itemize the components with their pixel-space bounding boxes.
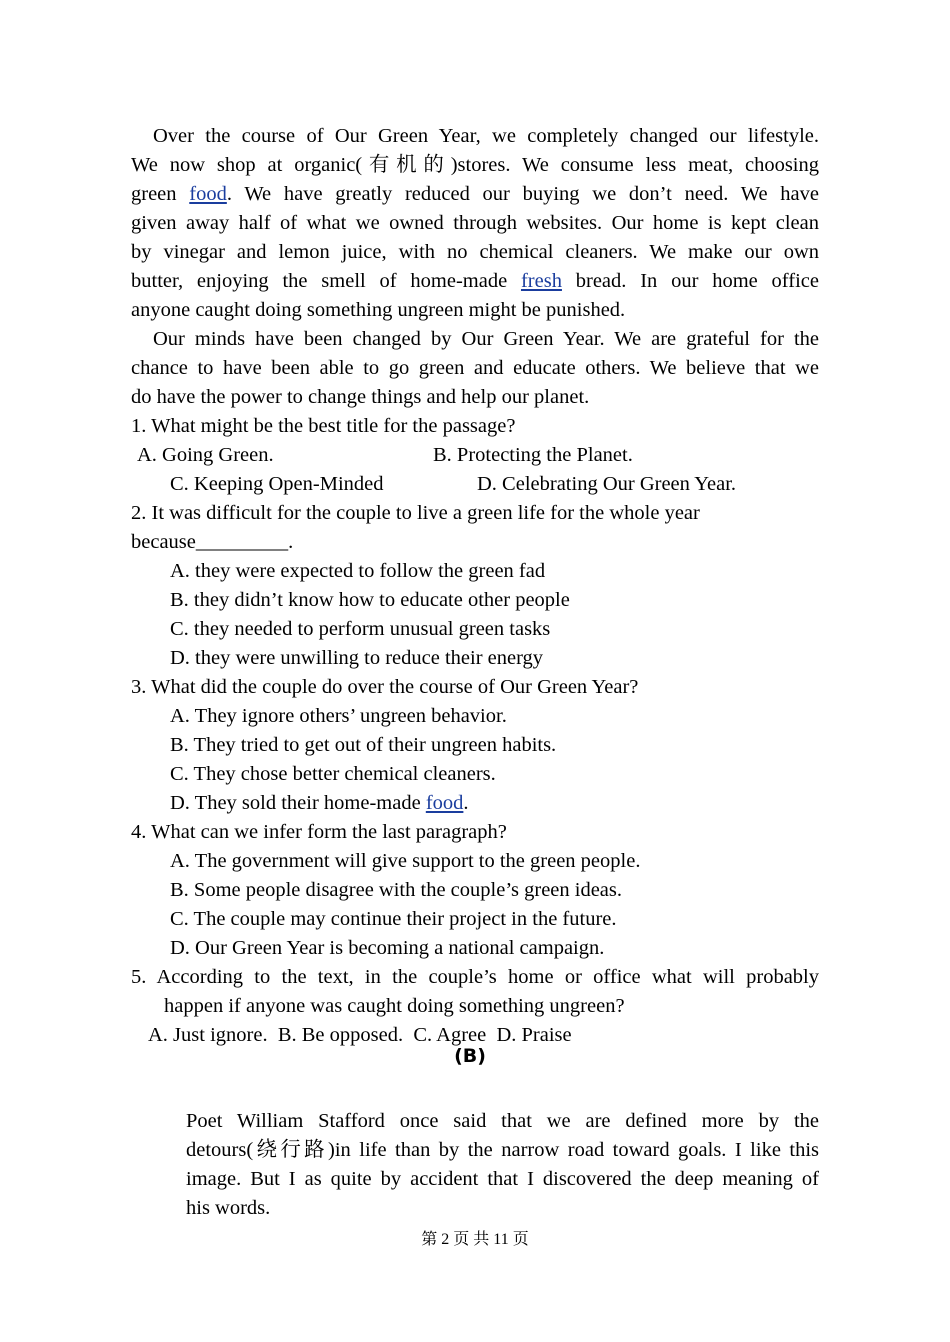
food-link-2[interactable]: food	[425, 792, 464, 814]
q3-stem: 3. What did the couple do over the course of Our Green Year?	[131, 676, 639, 698]
para2-line3: do have the power to change things and help our planet.	[131, 386, 590, 408]
q5-options: A. Just ignore. B. Be opposed. C. Agree D. Praise	[148, 1024, 572, 1046]
q3-option-b: B. They tried to get out of their ungreen habits.	[170, 734, 557, 756]
para1-line3-pre: green	[131, 183, 190, 205]
q2-stem-line1: 2. It was difficult for the couple to live a green life for the whole year	[131, 502, 700, 524]
q2-option-d: D. they were unwilling to reduce their energy	[170, 647, 544, 669]
q1-option-b: B. Protecting the Planet.	[433, 444, 633, 466]
para1-line3	[131, 180, 819, 209]
section-b-heading: (B)	[454, 1045, 486, 1067]
q1-option-a: A. Going Green.	[137, 444, 274, 466]
q5-stem-line1: 5. According to the text, in the couple’s home or office what will probably	[131, 966, 819, 988]
fresh-link[interactable]: fresh	[520, 270, 562, 292]
q1-option-c: C. Keeping Open-Minded	[170, 473, 384, 495]
para1-line1: Over the course of Our Green Year, we completely changed our lifestyle.	[153, 125, 819, 147]
q2-stem-line2: because_________.	[131, 531, 294, 553]
section-b-line3: image. But I as quite by accident that I discovered the deep meaning of	[186, 1168, 819, 1190]
page-number-footer: 第 2 页 共 11 页	[421, 1231, 529, 1248]
q3-option-d	[170, 789, 819, 818]
para1-line6-post: bread. In our home office	[561, 270, 819, 292]
q4-option-a: A. The government will give support to the green people.	[170, 850, 641, 872]
q3-option-d-post: .	[463, 792, 469, 814]
q3-option-d-pre: D. They sold their home-made	[170, 792, 426, 814]
para1-line7: anyone caught doing something ungreen might be punished.	[131, 299, 626, 321]
q1-stem: 1. What might be the best title for the passage?	[131, 415, 516, 437]
para1-line2: We now shop at organic(有机的)stores. We consume less meat, choosing	[131, 154, 819, 176]
para2-line2: chance to have been able to go green and educate others. We believe that we	[131, 357, 819, 379]
q4-option-b: B. Some people disagree with the couple’s green ideas.	[170, 879, 623, 901]
q2-option-c: C. they needed to perform unusual green tasks	[170, 618, 551, 640]
para2-line1: Our minds have been changed by Our Green Year. We are grateful for the	[153, 328, 819, 350]
para1-line3-post: . We have greatly reduced our buying we don’t need. We have	[226, 183, 819, 205]
section-b-line4: his words.	[186, 1197, 271, 1219]
q2-option-b: B. they didn’t know how to educate other people	[170, 589, 570, 611]
q5-stem-line2: happen if anyone was caught doing something ungreen?	[164, 995, 625, 1017]
section-b-line2: detours(绕行路)in life than by the narrow road toward goals. I like this	[186, 1139, 819, 1161]
para1-line6-pre: butter, enjoying the smell of home-made	[131, 270, 521, 292]
para1-line4: given away half of what we owned through websites. Our home is kept clean	[131, 212, 819, 234]
q2-option-a: A. they were expected to follow the green fad	[170, 560, 546, 582]
q4-option-c: C. The couple may continue their project in the future.	[170, 908, 617, 930]
food-link[interactable]: food	[189, 183, 227, 205]
q4-stem: 4. What can we infer form the last paragraph?	[131, 821, 507, 843]
para1-line6	[131, 267, 819, 296]
para1-line5: by vinegar and lemon juice, with no chemical cleaners. We make our own	[131, 241, 819, 263]
section-b-line1: Poet William Stafford once said that we are defined more by the	[186, 1110, 819, 1132]
q3-option-a: A. They ignore others’ ungreen behavior.	[170, 705, 507, 727]
q1-option-d: D. Celebrating Our Green Year.	[477, 473, 737, 495]
q4-option-d: D. Our Green Year is becoming a national campaign.	[170, 937, 605, 959]
q3-option-c: C. They chose better chemical cleaners.	[170, 763, 496, 785]
